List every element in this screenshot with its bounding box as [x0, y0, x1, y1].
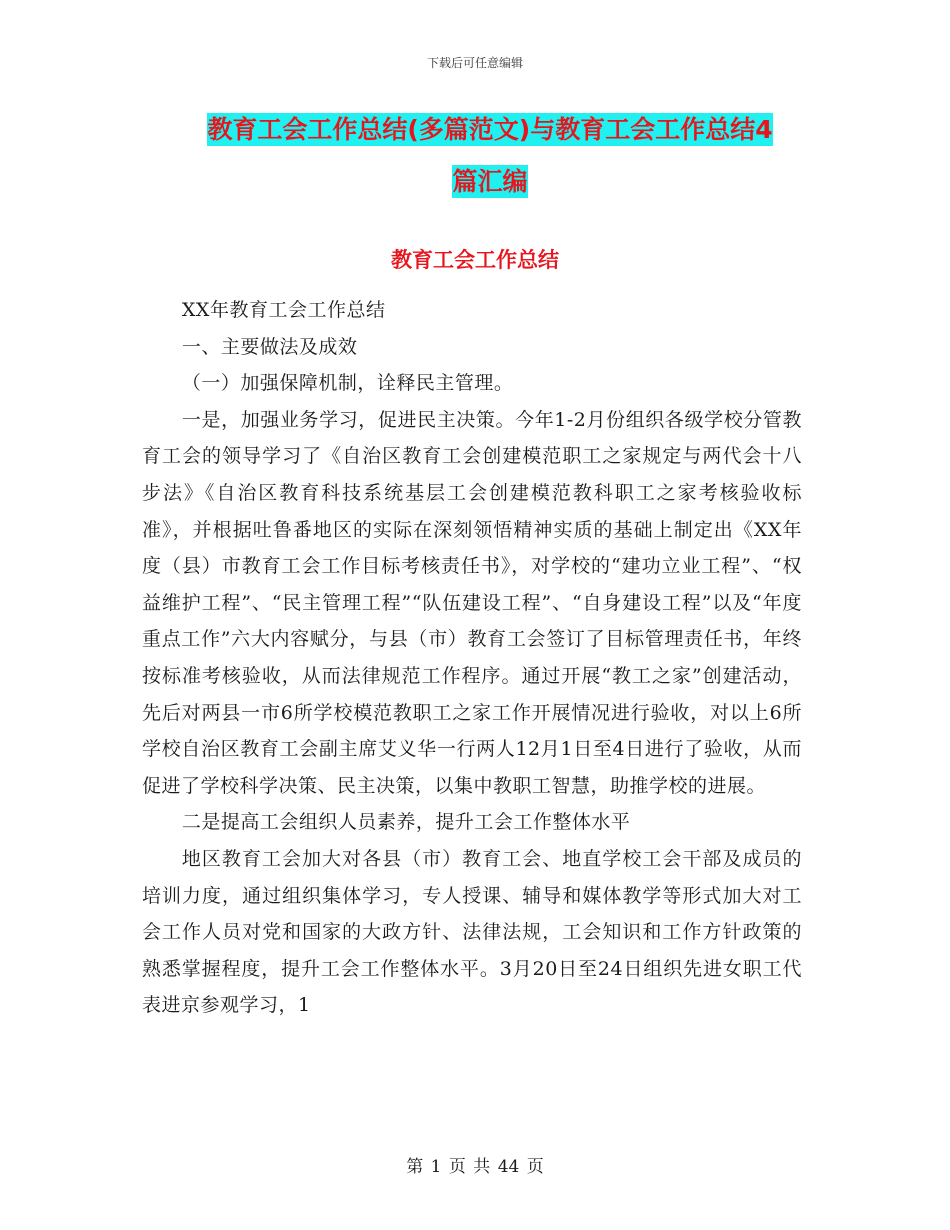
paragraph-training: 地区教育工会加大对各县（市）教育工会、地直学校工会干部及成员的培训力度，通过组织集体学习，专人授课、辅导和媒体教学等形式加大对工会工作人员对党和国家的大政方针、法律法规，工会知识和工作方针政策的熟悉掌握程度，提升工会工作整体水平。3月20日至24日组织先进女职工代表进京参观学习，1 — [142, 847, 802, 1017]
paragraph-point-one: 一是，加强业务学习，促进民主决策。今年1-2月份组织各级学校分管教育工会的领导学习了《自治区教育工会创建模范职工之家规定与两代会十八步法》《自治区教育科技系统基层工会创建模范教科职工之家考核验收标准》，并根据吐鲁番地区的实际在深刻领悟精神实质的基础上制定出《XX年度（县）市教育工会工作目标考核责任书》，对学校的“建功立业工程”、“权益维护工程”、“民主管理工程”“队伍建设工程”、“自身建设工程”以及“年度重点工作”六大内容赋分，与县（市）教育工会签订了目标管理责任书，年终按标准考核验收，从而法律规范工作程序。通过开展“教工之家”创建活动，先后对两县一市6所学校模范教职工之家工作开展情况进行验收，对以上6所学校自治区教育工会副主席艾义华一行两人12月1日至4日进行了验收，从而促进了学校科学决策、民主决策，以集中教职工智慧，助推学校的进展。 — [142, 408, 802, 797]
page-footer: 第 1 页 共 44 页 — [406, 1157, 544, 1177]
document-title-line-1: 教育工会工作总结(多篇范文)与教育工会工作总结4 — [207, 115, 773, 144]
paragraph-subheading-mechanism: （一）加强保障机制，诠释民主管理。 — [181, 372, 514, 395]
header-note: 下载后可任意编辑 — [426, 56, 523, 70]
paragraph-heading-main-practices: 一、主要做法及成效 — [181, 335, 358, 358]
paragraph-year-summary: XX年教育工会工作总结 — [181, 299, 386, 321]
body-text — [142, 292, 802, 1024]
paragraph-point-two-heading: 二是提高工会组织人员素养，提升工会工作整体水平 — [181, 811, 631, 834]
document-title — [150, 104, 830, 208]
section-title: 教育工会工作总结 — [391, 248, 559, 272]
document-title-line-2: 篇汇编 — [452, 167, 528, 196]
